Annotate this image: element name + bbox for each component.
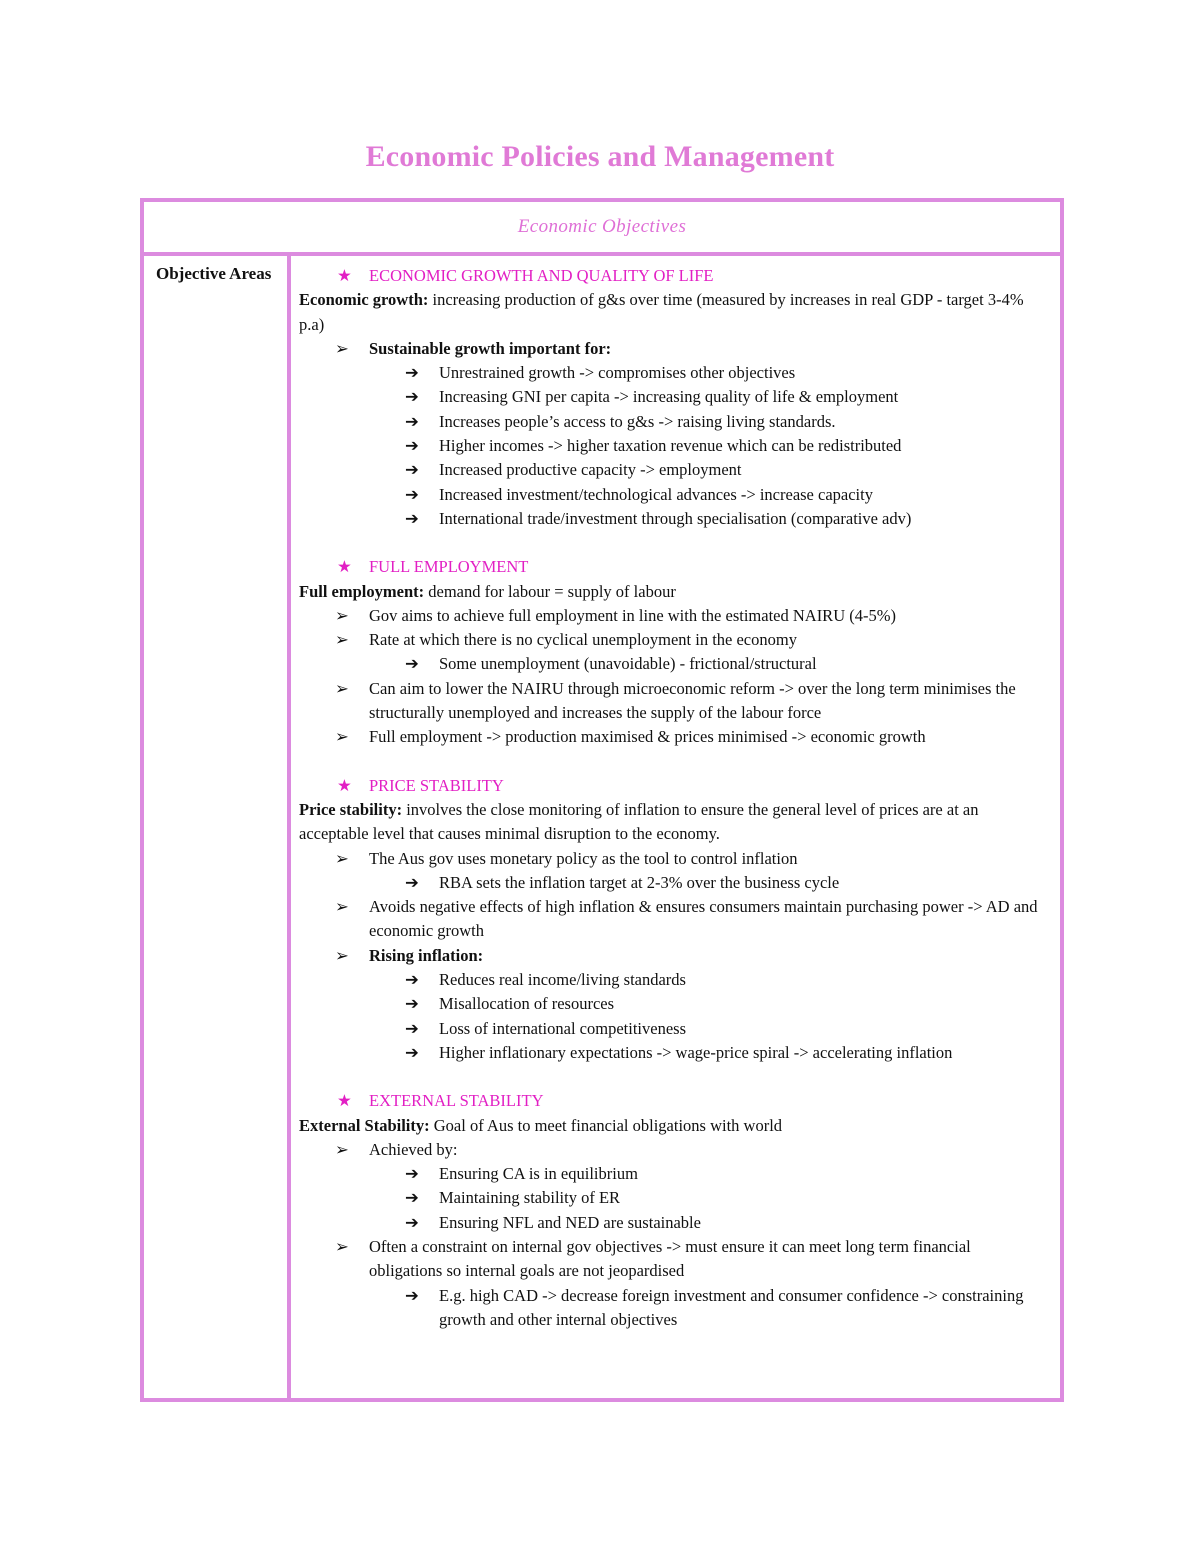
definition-text: demand for labour = supply of labour bbox=[424, 581, 676, 601]
definition bbox=[299, 1114, 1040, 1138]
content-cell bbox=[291, 256, 1060, 1398]
list-item bbox=[299, 1138, 1040, 1162]
arrow-bullet-icon: ➔ bbox=[405, 460, 419, 480]
definition bbox=[299, 580, 1040, 604]
arrowhead-bullet-icon: ➢ bbox=[335, 678, 349, 698]
table-body-row bbox=[144, 256, 1060, 1398]
sub-list-item-text: E.g. high CAD -> decrease foreign investment and consumer confidence -> constraining growth and other internal objectives bbox=[439, 1285, 1024, 1329]
list-item bbox=[299, 895, 1040, 944]
definition-text: Goal of Aus to meet financial obligations with world bbox=[429, 1115, 783, 1135]
table-header bbox=[144, 202, 1060, 256]
arrowhead-bullet-icon: ➢ bbox=[335, 727, 349, 747]
sub-list-item bbox=[299, 434, 1040, 458]
star-icon: ★ bbox=[337, 775, 352, 795]
arrow-bullet-icon: ➔ bbox=[405, 1018, 419, 1038]
arrow-bullet-icon: ➔ bbox=[405, 654, 419, 674]
arrow-bullet-icon: ➔ bbox=[405, 484, 419, 504]
arrow-bullet-icon: ➔ bbox=[405, 363, 419, 383]
sub-list-item-text: Reduces real income/living standards bbox=[439, 970, 686, 990]
arrow-bullet-icon: ➔ bbox=[405, 1285, 419, 1305]
sub-list-item bbox=[299, 1041, 1040, 1065]
sub-list-item bbox=[299, 483, 1040, 507]
list-item bbox=[299, 847, 1040, 871]
definition-text: involves the close monitoring of inflation to ensure the general level of prices are at an acceptable level that causes minimal disruption to the economy. bbox=[299, 799, 979, 844]
list-item-text: Avoids negative effects of high inflation & ensures consumers maintain purchasing power -> AD and economic growth bbox=[369, 897, 1038, 941]
definition bbox=[299, 798, 1040, 847]
section-heading bbox=[299, 774, 1040, 798]
arrow-bullet-icon: ➔ bbox=[405, 1164, 419, 1184]
sub-list-item-text: Increased productive capacity -> employment bbox=[439, 460, 742, 480]
list-item-text: The Aus gov uses monetary policy as the tool to control inflation bbox=[369, 848, 798, 868]
definition-text: increasing production of g&s over time (measured by increases in real GDP - target 3-4% p.a) bbox=[299, 290, 1024, 334]
star-icon: ★ bbox=[337, 1091, 352, 1111]
list-item-text: Achieved by: bbox=[369, 1139, 458, 1159]
sub-list-item bbox=[299, 1284, 1040, 1333]
sub-list-item bbox=[299, 410, 1040, 434]
star-icon: ★ bbox=[337, 266, 352, 285]
sub-list-item bbox=[299, 992, 1040, 1016]
definition bbox=[299, 288, 1040, 337]
list-item bbox=[299, 604, 1040, 628]
arrowhead-bullet-icon: ➢ bbox=[335, 897, 349, 917]
sub-list-item-text: RBA sets the inflation target at 2-3% over the business cycle bbox=[439, 872, 840, 892]
list-item-text: Sustainable growth important for: bbox=[369, 338, 612, 358]
arrow-bullet-icon: ➔ bbox=[405, 1042, 419, 1062]
sub-list-item bbox=[299, 1211, 1040, 1235]
definition-term: Price stability: bbox=[299, 799, 403, 819]
sub-list-item bbox=[299, 1162, 1040, 1186]
objective-section bbox=[299, 555, 1040, 749]
list-item-text: Rising inflation: bbox=[369, 945, 484, 965]
definition-term: Full employment: bbox=[299, 581, 425, 601]
list-item bbox=[299, 944, 1040, 968]
definition-term: Economic growth: bbox=[299, 290, 429, 310]
arrowhead-bullet-icon: ➢ bbox=[335, 338, 349, 358]
arrow-bullet-icon: ➔ bbox=[405, 411, 419, 431]
arrow-bullet-icon: ➔ bbox=[405, 872, 419, 892]
section-heading-text: ECONOMIC GROWTH AND QUALITY OF LIFE bbox=[369, 266, 714, 285]
sub-list-item bbox=[299, 361, 1040, 385]
sub-list-item-text: Unrestrained growth -> compromises other objectives bbox=[439, 363, 796, 383]
sub-list-item bbox=[299, 507, 1040, 531]
sub-list-item-text: Loss of international competitiveness bbox=[439, 1018, 686, 1038]
list-item-text: Rate at which there is no cyclical unemployment in the economy bbox=[369, 630, 797, 650]
sub-list-item-text: Some unemployment (unavoidable) - frictional/structural bbox=[439, 654, 817, 674]
sub-list-item-text: Increased investment/technological advances -> increase capacity bbox=[439, 484, 873, 504]
list-item bbox=[299, 677, 1040, 726]
arrow-bullet-icon: ➔ bbox=[405, 436, 419, 456]
arrow-bullet-icon: ➔ bbox=[405, 1212, 419, 1232]
sub-list-item bbox=[299, 385, 1040, 409]
sub-list-item-text: Ensuring CA is in equilibrium bbox=[439, 1164, 638, 1184]
sub-list-item bbox=[299, 871, 1040, 895]
arrow-bullet-icon: ➔ bbox=[405, 1188, 419, 1208]
sub-list-item-text: Misallocation of resources bbox=[439, 994, 615, 1014]
arrow-bullet-icon: ➔ bbox=[405, 387, 419, 407]
sub-list-item bbox=[299, 968, 1040, 992]
list-item bbox=[299, 337, 1040, 361]
definition-term: External Stability: bbox=[299, 1115, 430, 1135]
arrowhead-bullet-icon: ➢ bbox=[335, 848, 349, 868]
objective-section bbox=[299, 264, 1040, 531]
section-heading-text: PRICE STABILITY bbox=[369, 775, 504, 795]
sub-list-item-text: Ensuring NFL and NED are sustainable bbox=[439, 1212, 701, 1232]
sub-list-item bbox=[299, 1017, 1040, 1041]
section-heading bbox=[299, 555, 1040, 579]
list-item-text: Can aim to lower the NAIRU through microeconomic reform -> over the long term minimises the structurally unemployed and increases the supply of the labour force bbox=[369, 678, 1016, 723]
star-icon: ★ bbox=[337, 557, 352, 577]
sub-list-item bbox=[299, 652, 1040, 676]
arrow-bullet-icon: ➔ bbox=[405, 508, 419, 528]
arrowhead-bullet-icon: ➢ bbox=[335, 1236, 349, 1256]
sub-list-item-text: Increases people’s access to g&s -> raising living standards. bbox=[439, 411, 836, 431]
sub-list-item-text: International trade/investment through specialisation (comparative adv) bbox=[439, 508, 912, 528]
row-label-cell bbox=[144, 256, 291, 1398]
row-label: Objective Areas bbox=[156, 264, 272, 283]
sub-list-item-text: Maintaining stability of ER bbox=[439, 1188, 621, 1208]
sub-list-item bbox=[299, 1186, 1040, 1210]
arrowhead-bullet-icon: ➢ bbox=[335, 605, 349, 625]
page-title: Economic Policies and Management bbox=[365, 140, 835, 173]
section-heading bbox=[299, 1089, 1040, 1113]
sub-list-item-text: Increasing GNI per capita -> increasing quality of life & employment bbox=[439, 387, 899, 407]
objective-section bbox=[299, 1089, 1040, 1332]
list-item-text: Often a constraint on internal gov objectives -> must ensure it can meet long term financial obligations so internal goals are not jeopardised bbox=[369, 1236, 971, 1281]
arrowhead-bullet-icon: ➢ bbox=[335, 630, 349, 650]
sub-list-item bbox=[299, 458, 1040, 482]
list-item-text: Full employment -> production maximised & prices minimised -> economic growth bbox=[369, 727, 926, 747]
arrow-bullet-icon: ➔ bbox=[405, 970, 419, 990]
list-item bbox=[299, 628, 1040, 652]
list-item bbox=[299, 725, 1040, 749]
table-header-label: Economic Objectives bbox=[517, 216, 687, 237]
sub-list-item-text: Higher incomes -> higher taxation revenue which can be redistributed bbox=[439, 436, 902, 456]
arrowhead-bullet-icon: ➢ bbox=[335, 945, 349, 965]
sub-list-item-text: Higher inflationary expectations -> wage-price spiral -> accelerating inflation bbox=[439, 1042, 953, 1062]
arrowhead-bullet-icon: ➢ bbox=[335, 1139, 349, 1159]
section-heading-text: FULL EMPLOYMENT bbox=[369, 557, 529, 577]
list-item bbox=[299, 1235, 1040, 1284]
section-heading bbox=[299, 264, 1040, 288]
objective-section bbox=[299, 774, 1040, 1066]
objectives-table bbox=[140, 198, 1064, 1402]
arrow-bullet-icon: ➔ bbox=[405, 994, 419, 1014]
list-item-text: Gov aims to achieve full employment in line with the estimated NAIRU (4-5%) bbox=[369, 605, 896, 625]
section-heading-text: EXTERNAL STABILITY bbox=[369, 1091, 544, 1111]
